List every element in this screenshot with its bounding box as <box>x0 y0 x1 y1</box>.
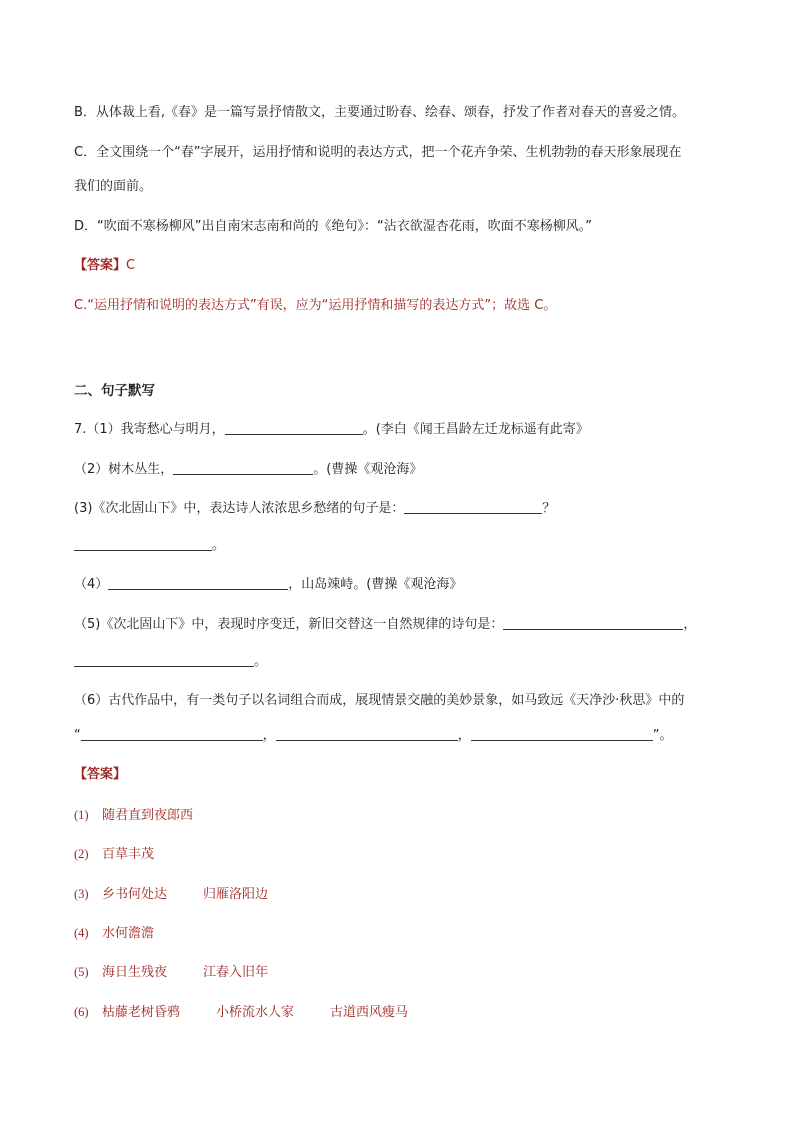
q4-text: （4） <box>74 577 109 592</box>
q3-end: 。 <box>212 538 226 553</box>
answer-blank <box>81 726 263 741</box>
answer-item <box>74 805 193 826</box>
option-c-line1: C．全文围绕一个“春”字展开，运用抒情和说明的表达方式，把一个花卉争荣、生机勃勃的春天形象展现在 <box>74 145 682 160</box>
answer-blank <box>503 615 683 630</box>
answer-item-text: 古道西风瘦马 <box>330 1005 409 1020</box>
answer-blank <box>276 726 458 741</box>
q1-text: 7.（1）我寄愁心与明月， <box>74 422 225 437</box>
answer-blank <box>74 652 254 667</box>
option-c-line2: 我们的面前。 <box>74 179 153 194</box>
answer-item-number: (6) <box>74 1005 89 1019</box>
answer-blank <box>471 726 653 741</box>
section-heading: 二、句子默写 <box>74 383 155 399</box>
answer-item <box>74 884 268 905</box>
option-d: D．“吹面不寒杨柳风”出自南宋志南和尚的《绝句》：“沾衣欲湿杏花雨，吹面不寒杨柳风。” <box>74 219 592 234</box>
question-7-6-cont <box>74 726 673 746</box>
q5-comma: ， <box>683 617 697 632</box>
question-7-4 <box>74 575 462 595</box>
answer-item <box>74 844 154 865</box>
question-7-3-cont <box>74 536 225 556</box>
q5-text: （5)《次北固山下》中，表现时序变迁，新旧交替这一自然规律的诗句是： <box>74 617 504 632</box>
answer-item-text: 枯藤老树昏鸦 <box>102 1005 181 1020</box>
answer-item-text: 乡书何处达 <box>102 887 168 902</box>
answer-item-text: 海日生残夜 <box>102 965 168 980</box>
answer-item-number: (2) <box>74 847 89 861</box>
answer-item-text: 江春入旧年 <box>203 965 269 980</box>
q3-mark: ？ <box>542 501 556 516</box>
question-7-5-cont <box>74 652 267 672</box>
answer-item-number: (4) <box>74 926 89 940</box>
question-7-6: （6）古代作品中，有一类句子以名词组合而成，展现情景交融的美妙景象，如马致远《天净沙·秋思》中的 <box>74 693 685 708</box>
question-7-5 <box>74 615 696 635</box>
answer-item <box>74 962 268 983</box>
answer-item-text: 小桥流水人家 <box>216 1005 295 1020</box>
q2-text: （2）树木丛生， <box>74 462 174 477</box>
answer-blank <box>404 499 542 514</box>
q3-text: (3)《次北固山下》中，表达诗人浓浓思乡愁绪的句子是： <box>74 501 405 516</box>
answer-item-number: (5) <box>74 965 89 979</box>
q6-comma: ， <box>457 728 471 743</box>
answer-item-text: 水何澹澹 <box>102 926 155 941</box>
answer-item-number: (1) <box>74 808 89 822</box>
answer-item <box>74 923 154 944</box>
question-7-2 <box>74 460 422 480</box>
answer-blank <box>173 460 313 475</box>
answer-blank <box>225 420 363 435</box>
q2-source: 。(曹操《观沧海》 <box>313 462 423 477</box>
answer-item <box>74 1002 408 1023</box>
q6-comma: ， <box>262 728 276 743</box>
answer-1-explanation: C.“运用抒情和说明的表达方式”有误，应为“运用抒情和描写的表达方式”；故选 C。 <box>74 298 557 313</box>
q5-end: 。 <box>254 654 268 669</box>
answer-blank <box>74 536 212 551</box>
option-b: B．从体裁上看,《春》是一篇写景抒情散文，主要通过盼春、绘春、颂春，抒发了作者对春天的喜爱之情。 <box>74 105 686 120</box>
answer-2-tag: 【答案】 <box>74 767 127 782</box>
q1-source: 。(李白《闻王昌龄左迁龙标遥有此寄》 <box>362 422 589 437</box>
q4-source: ，山岛竦峙。(曹操《观沧海》 <box>288 577 463 592</box>
answer-item-text: 随君直到夜郎西 <box>102 808 194 823</box>
answer-tag: 【答案】 <box>74 258 127 273</box>
answer-item-text: 归雁洛阳边 <box>203 887 269 902</box>
question-7-1 <box>74 420 589 440</box>
answer-1 <box>74 256 135 276</box>
answer-blank <box>108 575 288 590</box>
answer-item-text: 百草丰茂 <box>102 847 155 862</box>
answer-value: C <box>126 258 136 273</box>
q6-close-quote: ”。 <box>652 728 673 743</box>
answer-item-number: (3) <box>74 887 89 901</box>
q6-open-quote: “ <box>74 728 81 743</box>
question-7-3 <box>74 499 555 519</box>
